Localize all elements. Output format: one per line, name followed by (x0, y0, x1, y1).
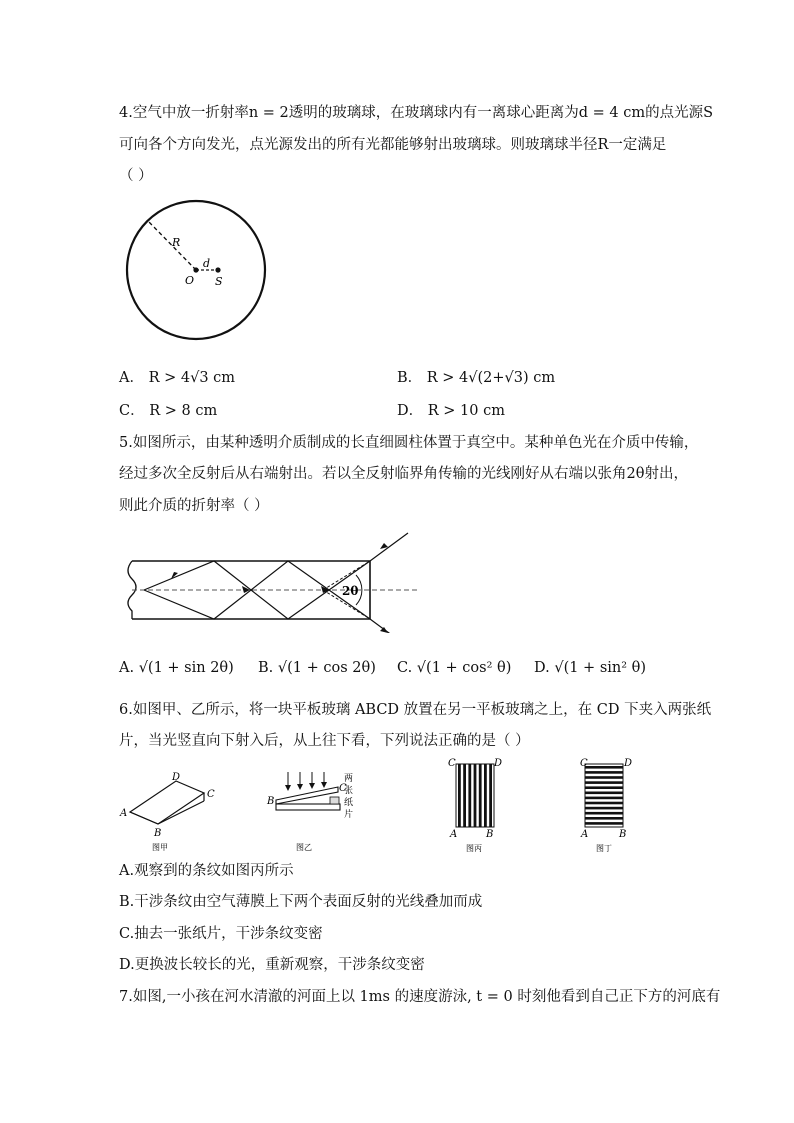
q4-option-b: B． R > 4√(2+√3) cm (397, 370, 556, 386)
caption-yi: 图乙 (296, 843, 312, 852)
q7-text-line1: 7.如图,一小孩在河水清澈的河面上以 1ms 的速度游泳, t = 0 时刻他看到自己正下方的河底有 (119, 989, 721, 1005)
q5-option-c: C. √(1 + cos² θ) (397, 660, 512, 676)
horizontal-fringe (585, 817, 623, 820)
plate-front-edge (130, 812, 158, 824)
horizontal-fringe (585, 786, 623, 789)
lower-glass-plate (276, 804, 340, 810)
light-arrowhead-1 (285, 785, 291, 791)
label-d: D (494, 758, 503, 769)
label-c: C (207, 789, 215, 800)
radius-label: R (172, 236, 181, 249)
q6-option-c: C.抽去一张纸片，干涉条纹变密 (119, 926, 323, 942)
ray-lower (144, 561, 408, 633)
q5-text-line3: 则此介质的折射率（ ） (119, 498, 269, 514)
q4-option-a: A． R > 4√3 cm (119, 370, 236, 386)
plate-top-face (130, 781, 204, 824)
distance-label: d (203, 257, 211, 270)
paper-label-2: 张 (344, 786, 354, 796)
horizontal-fringe (585, 766, 623, 769)
paper-label-1: 两 (344, 774, 354, 784)
q4-text-line1: 4.空气中放一折射率n = 2透明的玻璃球，在玻璃球内有一离球心距离为d = 4 cm的点光源S (119, 105, 714, 121)
label-b: B (267, 796, 275, 807)
light-source-point (215, 267, 220, 272)
label-a: A (120, 808, 128, 819)
q5-fiber-figure (118, 527, 418, 633)
horizontal-fringe (585, 822, 623, 825)
horizontal-fringe (585, 797, 623, 800)
q5-option-d: D. √(1 + sin² θ) (534, 660, 647, 676)
vertical-fringe (474, 764, 477, 827)
q6-text-line2: 片，当光竖直向下射入后，从上往下看，下列说法正确的是（ ） (119, 733, 530, 749)
label-c: C (580, 758, 588, 769)
q6-figure-jia (118, 768, 218, 854)
q6-figure-bing (444, 755, 506, 855)
horizontal-fringe (585, 812, 623, 815)
vertical-fringe (484, 764, 487, 827)
caption-jia: 图甲 (152, 843, 168, 852)
vertical-fringe (458, 764, 461, 827)
q6-figure-ding (578, 755, 640, 855)
plate-bottom-edge (158, 801, 204, 824)
vertical-fringe (489, 764, 492, 827)
label-c: C (339, 783, 347, 794)
vertical-fringe (479, 764, 482, 827)
center-label: O (185, 274, 195, 287)
q6-text-line1: 6.如图甲、乙所示，将一块平板玻璃 ABCD 放置在另一平板玻璃之上，在 CD 下夹入两张纸 (119, 702, 712, 718)
horizontal-fringe (585, 807, 623, 810)
horizontal-fringe (585, 802, 623, 805)
q6-option-a: A.观察到的条纹如图丙所示 (119, 863, 294, 879)
q4-option-d: D． R > 10 cm (397, 403, 505, 419)
horizontal-fringe (585, 792, 623, 795)
vertical-fringe (463, 764, 466, 827)
q4-option-c: C． R > 8 cm (119, 403, 218, 419)
label-b: B (486, 829, 494, 840)
caption-bing: 图丙 (466, 844, 482, 853)
q5-option-a: A. √(1 + sin 2θ) (119, 660, 234, 676)
label-b: B (619, 829, 627, 840)
q4-paren: （ ） (119, 168, 153, 184)
q4-text-line2: 可向各个方向发光，点光源发出的所有光都能够射出玻璃球。则玻璃球半径R一定满足 (119, 137, 667, 153)
source-label: S (215, 275, 223, 288)
paper-label-3: 纸 (344, 798, 354, 808)
horizontal-fringe (585, 776, 623, 779)
q4-glass-sphere-figure (118, 198, 276, 348)
center-point (193, 267, 198, 272)
q5-text-line2: 经过多次全反射后从右端射出。若以全反射临界角传输的光线刚好从右端以张角2θ射出， (119, 466, 688, 482)
label-b: B (154, 828, 162, 839)
horizontal-fringe (585, 781, 623, 784)
horizontal-fringe (585, 771, 623, 774)
label-a: A (450, 829, 458, 840)
q6-option-d: D.更换波长较长的光，重新观察，干涉条纹变密 (119, 957, 425, 973)
q6-figure-yi (262, 770, 362, 854)
label-a: A (581, 829, 589, 840)
upper-glass-plate (276, 787, 338, 804)
light-arrowhead-2 (297, 784, 303, 790)
paper-sheets (330, 797, 339, 804)
q6-option-b: B.干涉条纹由空气薄膜上下两个表面反射的光线叠加而成 (119, 894, 483, 910)
light-arrowhead-4 (321, 782, 327, 788)
label-d: D (172, 772, 181, 783)
angle-label: 2θ (342, 584, 359, 598)
q5-text-line1: 5.如图所示，由某种透明介质制成的长直细圆柱体置于真空中。某种单色光在介质中传输， (119, 435, 699, 451)
caption-ding: 图丁 (596, 844, 612, 853)
paper-label-4: 片 (344, 810, 354, 820)
label-d: D (624, 758, 633, 769)
q5-option-b: B. √(1 + cos 2θ) (258, 660, 376, 676)
label-c: C (448, 758, 456, 769)
vertical-fringe (468, 764, 471, 827)
light-arrowhead-3 (309, 783, 315, 789)
